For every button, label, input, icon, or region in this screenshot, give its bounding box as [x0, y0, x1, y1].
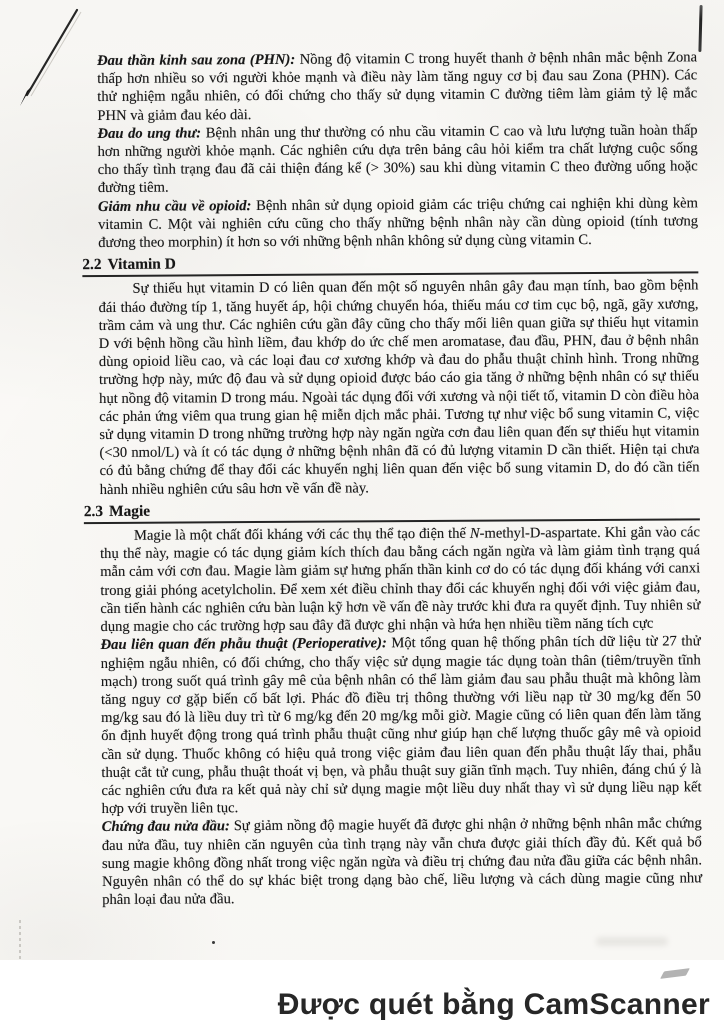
paragraph-phn-text: Nồng độ vitamin C trong huyết thanh ở bệnh nhân mắc bệnh Zona thấp hơn nhiều so với người khỏe mạnh và điều này làm tăng nguy cơ bị đau sau Zona (PHN). Các thử nghiệm ngẫu nhiên, có đối chứng cho thấy sử dụng vitamin C đường tiêm làm giảm tỷ lệ mắc PHN và giảm đau kéo dài. [97, 49, 698, 124]
paragraph-magie-body-text-after: -methyl-D-aspartate. Khi gắn vào các thụ thể này, magie có tác dụng giảm kích thích đau bằng cách ngăn ngừa và làm giảm tình trạng quá mẫn cảm với cơn đau. Magie làm giảm sự hưng phấn thần kinh cơ do có tác dụng đối kháng với canxi trong giải phóng acetylcholin. Để xem xét điều chỉnh thay đổi các khuyến nghị đối với việc giảm đau, cần tiến hành các nghiên cứu bàn luận kỹ hơn về vấn đề này trước khi đưa ra quyết định. Tuy nhiên sử dụng magie cho các trường hợp sau đây đã được ghi nhận và hứa hẹn nhiều tiềm năng tích cực [100, 524, 701, 636]
paragraph-migraine-text: Sự giảm nồng độ magie huyết đã được ghi nhận ở những bệnh nhân mắc chứng đau nửa đầu, tuy nhiên căn nguyên của tình trạng này vẫn chưa được giải thích đầy đủ. Kết quả bổ sung magie không đồng nhất trong việc ngăn ngừa và điều trị chứng đau nửa đầu giữa các bệnh nhân. Nguyên nhân có thể do sự khác biệt trong dạng bào chế, liều lượng và cách dùng magie cũng như phân loại đau nửa đầu. [101, 815, 703, 909]
paragraph-cancer-pain-label: Đau do ung thư: [97, 125, 202, 142]
paragraph-opioid-reduction-label: Giảm nhu cầu về opioid: [97, 197, 252, 215]
paragraph-cancer-pain [97, 121, 697, 197]
watermark-strip [0, 960, 724, 1024]
nmda-italic-n: N [469, 525, 480, 542]
paragraph-magie-body-text-before: Magie là một chất đối kháng với các thụ thể tạo điện thế [133, 525, 470, 544]
section-title: Vitamin D [107, 255, 176, 274]
paragraph-phn-label: Đau thần kinh sau zona (PHN): [97, 51, 296, 69]
section-title: Magie [109, 502, 151, 520]
paragraph-opioid-reduction [98, 194, 698, 252]
paragraph-vitamin-d-body [98, 277, 699, 499]
document-text-block [82, 48, 703, 909]
camscanner-watermark: Được quét bằng CamScanner [277, 988, 710, 1021]
section-heading-magie [84, 499, 700, 524]
paragraph-perioperative [101, 633, 702, 819]
page-crease-artifact [0, 0, 110, 120]
paragraph-migraine [102, 815, 703, 910]
scan-speck [212, 941, 215, 944]
paragraph-perioperative-text: Một tổng quan hệ thống phân tích dữ liệu từ 27 thử nghiệm ngẫu nhiên, có đối chứng, cho thấy việc sử dụng magie tác dụng toàn thân (tiêm/truyền tĩnh mạch) trong suốt quá trình gây mê của bệnh nhân có thể làm giảm đau sau phẫu thuật mà không làm tăng nguy cơ gặp biến cố bất lợi. Phác đồ điều trị thông thường với liều nạp từ 30 mg/kg đến 50 mg/kg sau đó là liều duy trì từ 6 mg/kg đến 20 mg/kg mỗi giờ. Magie cũng có liên quan đến làm tăng ổn định huyết động trong quá trình phẫu thuật cũng như giúp hạn chế lượng thuốc gây mê và opioid cần sử dụng. Thuốc không có hiệu quả trong việc giảm đau liên quan đến phẫu thuật lấy thai, phẫu thuật cắt tử cung, phẫu thuật thoát vị bẹn, và phẫu thuật suy giãn tĩnh mạch. Tuy nhiên, đáng chú ý là các nghiên cứu đưa ra kết quả này chỉ sử dụng magie một liều duy nhất thay vì sử dụng liều nạp kết hợp với truyền liên tục. [100, 633, 702, 818]
scan-edge-mark [698, 5, 702, 52]
paragraph-vitamin-d-body-text: Sự thiếu hụt vitamin D có liên quan đến một số nguyên nhân gây đau mạn tính, bao gồm bệnh đái tháo đường típ 1, tăng huyết áp, hội chứng chuyển hóa, thiếu máu cơ tim cục bộ, ngã, gãy xương, trầm cảm và ung thư. Các nghiên cứu gần đây cũng cho thấy mối liên quan giữa sự thiếu hụt vitamin D với bệnh hồng cầu hình liềm, đau khớp do ức chế men aromatase, đau đầu, PHN, đau ở bệnh nhân dùng opioid liều cao, và các loại đau cơ xương khớp và đau do phẫu thuật chỉnh hình. Trong những trường hợp này, mức độ đau và sử dụng opioid được báo cáo gia tăng ở những bệnh nhân có sự thiếu hụt nồng độ vitamin D trong máu. Ngoài tác dụng đối với xương và nội tiết tố, vitamin D còn điều hòa các phản ứng viêm qua trung gian hệ miễn dịch mắc phải. Tương tự như việc bổ sung vitamin C, việc sử dụng vitamin D trong những trường hợp này ngăn ngừa cơn đau liên quan đến sự thiếu hụt vitamin (<30 nmol/L) và ít có tác dụng ở những bệnh nhân đã có đủ lượng vitamin D cần thiết. Hiện tại chưa có đủ bằng chứng để thay đổi các khuyến nghị liên quan đến việc bổ sung vitamin D, do đó cần tiến hành nhiều nghiên cứu sâu hơn về vấn đề này. [98, 277, 700, 498]
paragraph-migraine-label: Chứng đau nửa đầu: [101, 818, 230, 836]
section-number: 2.2 [82, 256, 102, 274]
paragraph-opioid-reduction-text: Bệnh nhân sử dụng opioid giảm các triệu chứng cai nghiện khi dùng kèm vitamin C. Một vài nghiên cứu cũng cho thấy những bệnh nhân này cần dùng opioid (tính tương đương theo morphin) ít hơn so với những bệnh nhân không sử dụng cùng vitamin C. [98, 194, 699, 252]
paragraph-perioperative-label: Đau liên quan đến phẫu thuật (Perioperative): [100, 635, 387, 654]
paragraph-magie-body [100, 523, 701, 636]
paragraph-phn [97, 48, 697, 124]
section-heading-vitamin-d [82, 253, 698, 278]
paragraph-cancer-pain-text: Bệnh nhân ung thư thường có nhu cầu vitamin C cao và lưu lượng tuần hoàn thấp hơn những người khỏe mạnh. Các nghiên cứu dựa trên bảng câu hỏi kiểm tra chất lượng cuộc sống cho thấy tình trạng đau đã cải thiện đáng kể (> 30%) sau khi dùng vitamin C theo đường uống hoặc đường tiêm. [97, 122, 698, 197]
watermark-scribble-mark [660, 968, 690, 979]
scan-smudge [596, 937, 668, 946]
section-number: 2.3 [83, 502, 104, 520]
